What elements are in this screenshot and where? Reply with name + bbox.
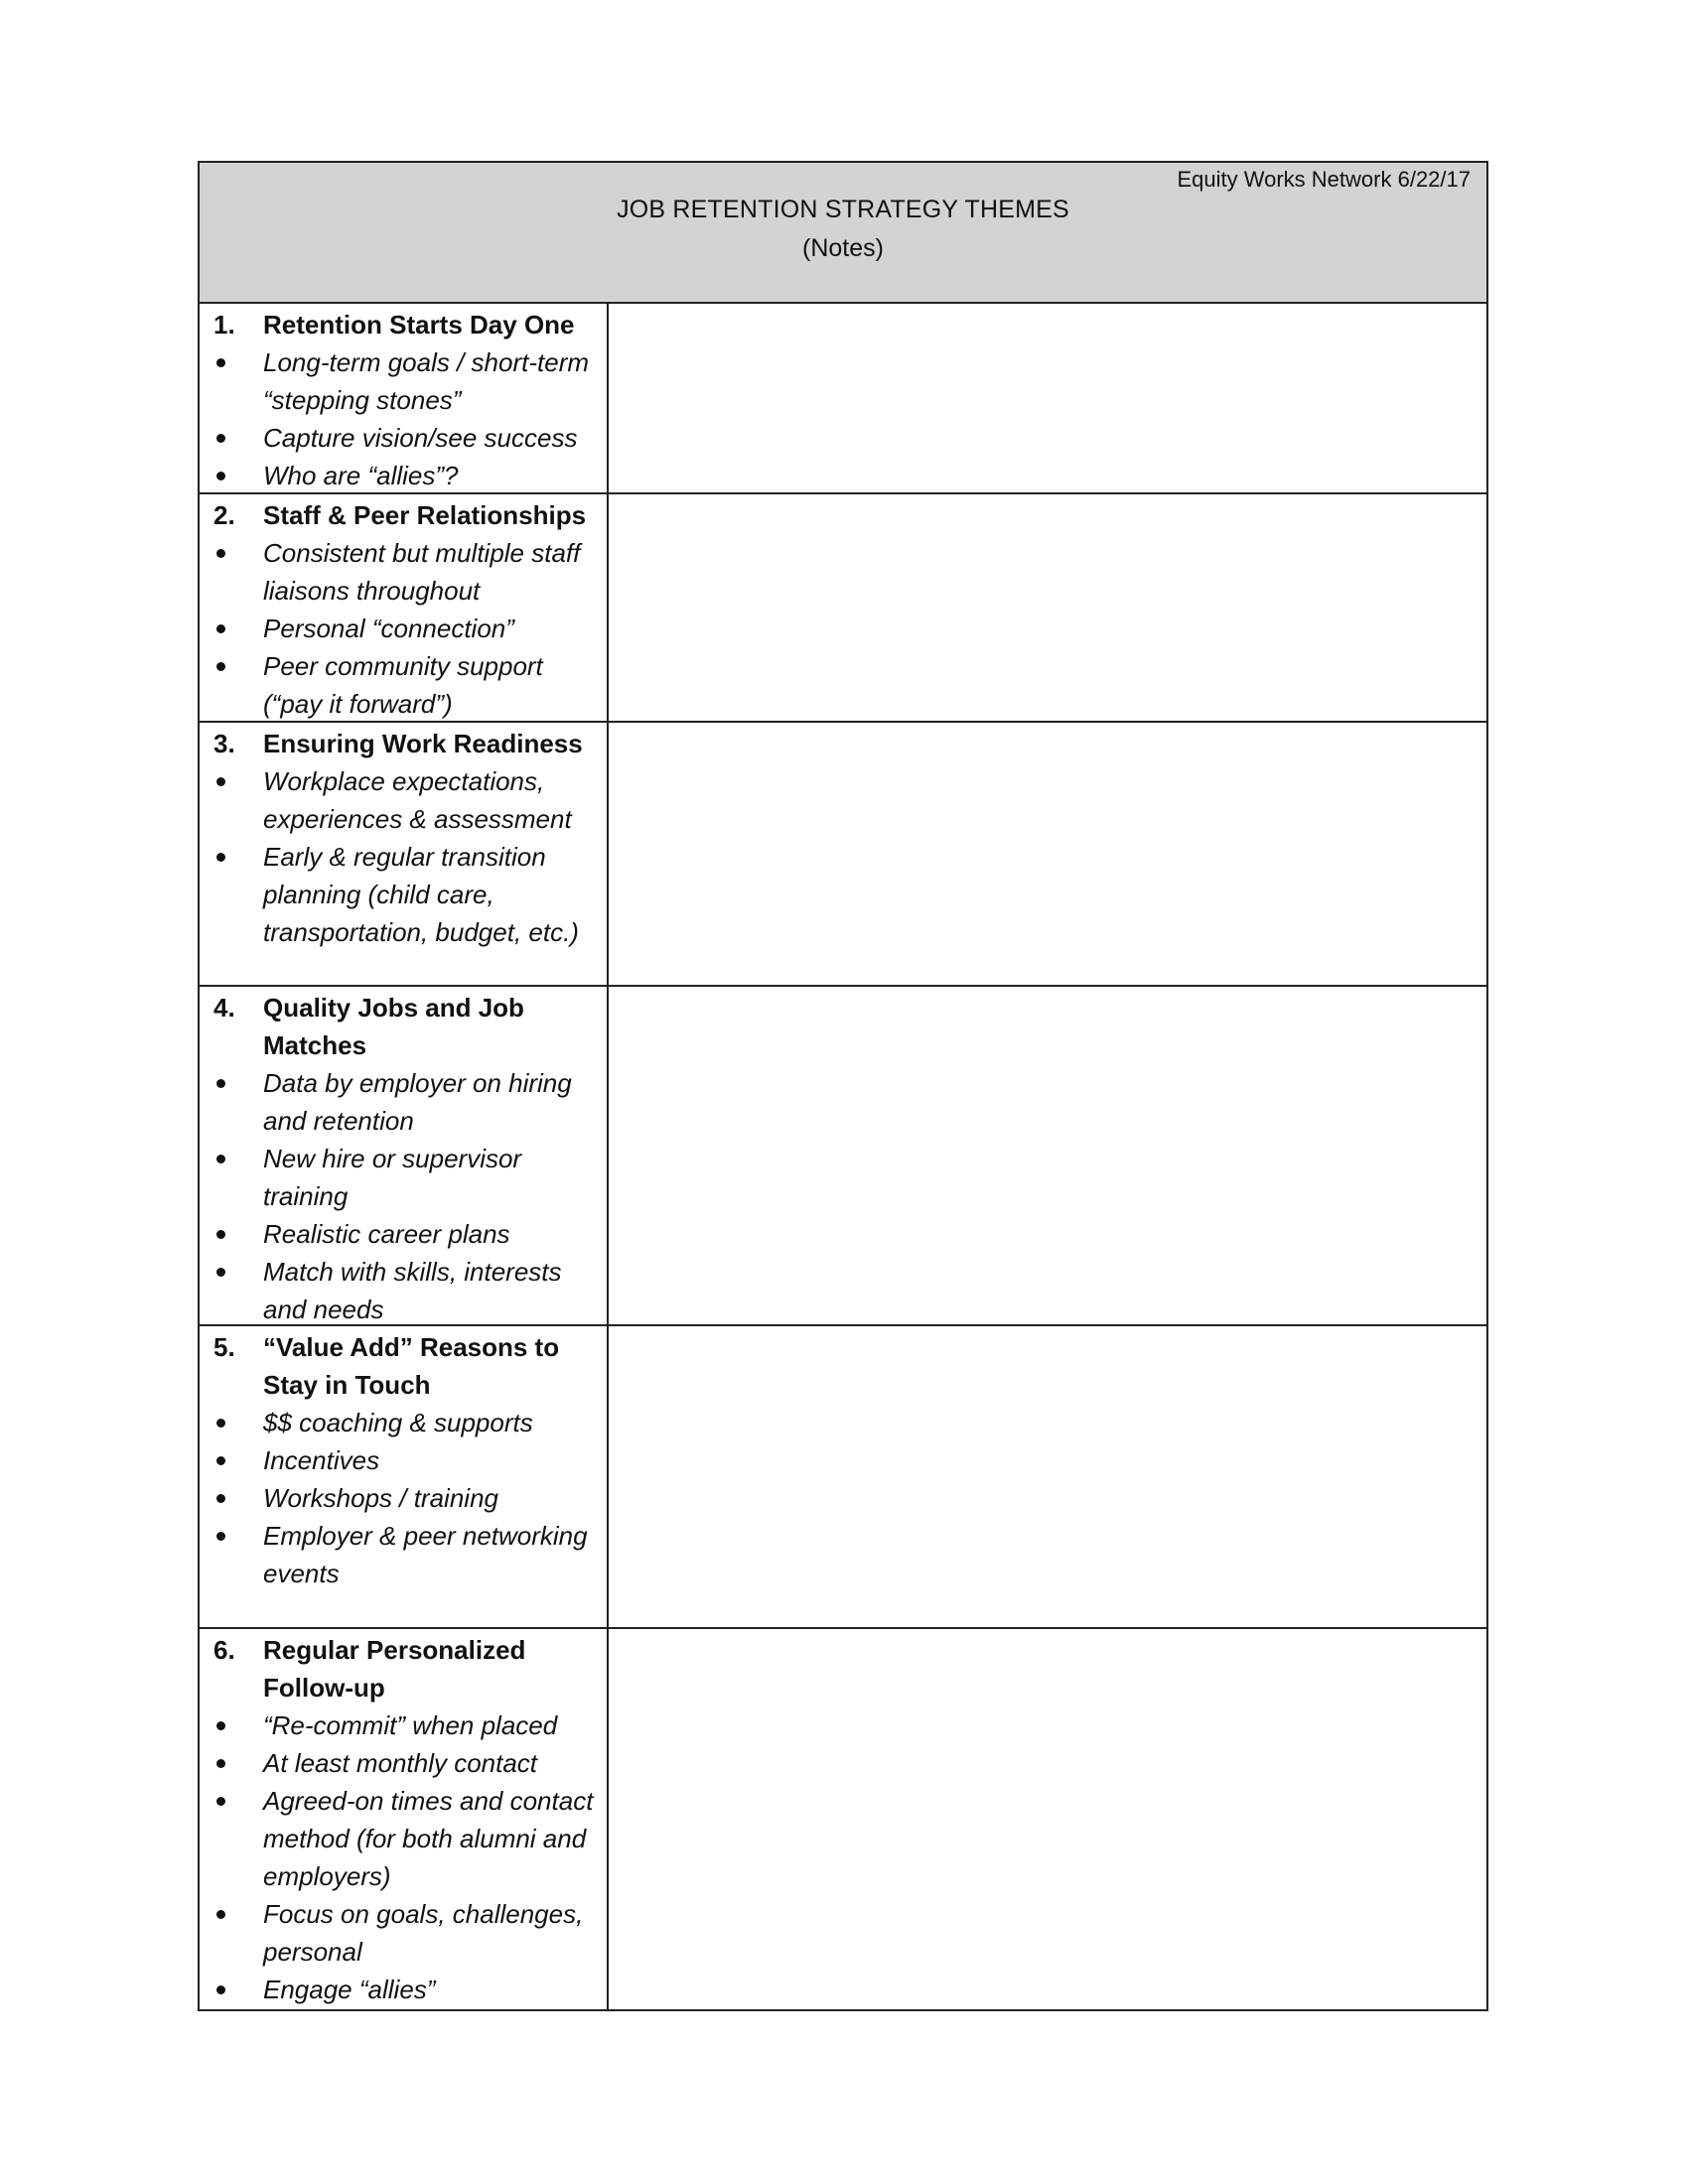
bullet-text: Engage “allies” bbox=[263, 1975, 436, 2004]
theme-title: Ensuring Work Readiness bbox=[263, 729, 583, 758]
bullet-text: Agreed-on times and contact method (for both alumni and employers) bbox=[263, 1786, 594, 1891]
bullet-icon bbox=[200, 457, 263, 494]
strategy-themes-table bbox=[198, 161, 1488, 2011]
bullet-icon bbox=[200, 762, 263, 838]
theme-cell bbox=[200, 494, 609, 721]
notes-cell[interactable] bbox=[609, 494, 1486, 721]
bullet-icon bbox=[200, 1782, 263, 1895]
bullet-icon bbox=[200, 1441, 263, 1479]
theme-heading bbox=[200, 725, 597, 762]
theme-title: Retention Starts Day One bbox=[263, 310, 575, 340]
list-item bbox=[200, 1253, 597, 1328]
bullet-text: Early & regular transition planning (child care, transportation, budget, etc.) bbox=[263, 842, 579, 947]
theme-row-2 bbox=[200, 494, 1486, 723]
notes-cell[interactable] bbox=[609, 987, 1486, 1324]
theme-number: 1. bbox=[213, 310, 235, 340]
notes-cell[interactable] bbox=[609, 723, 1486, 985]
theme-number: 3. bbox=[213, 729, 235, 758]
list-item bbox=[200, 1064, 597, 1140]
bullet-icon bbox=[200, 1744, 263, 1782]
bullet-icon bbox=[200, 1706, 263, 1744]
bullet-text: Workshops / training bbox=[263, 1483, 498, 1513]
theme-cell bbox=[200, 987, 609, 1324]
list-item bbox=[200, 1140, 597, 1215]
bullet-icon bbox=[200, 838, 263, 951]
bullet-icon bbox=[200, 1479, 263, 1517]
notes-cell[interactable] bbox=[609, 1629, 1486, 2009]
bullet-icon bbox=[200, 1215, 263, 1253]
theme-title: Staff & Peer Relationships bbox=[263, 500, 587, 530]
list-item bbox=[200, 1744, 597, 1782]
bullet-icon bbox=[200, 647, 263, 723]
page-title: JOB RETENTION STRATEGY THEMES bbox=[617, 196, 1069, 223]
list-item bbox=[200, 343, 597, 419]
theme-heading bbox=[200, 496, 597, 534]
list-item bbox=[200, 838, 597, 951]
theme-cell bbox=[200, 304, 609, 492]
theme-title: Regular Personalized Follow-up bbox=[263, 1635, 526, 1703]
bullet-text: Data by employer on hiring and retention bbox=[263, 1068, 572, 1136]
date-note: Equity Works Network 6/22/17 bbox=[1177, 167, 1471, 192]
list-item bbox=[200, 1479, 597, 1517]
page-subtitle: (Notes) bbox=[802, 234, 884, 262]
list-item bbox=[200, 1971, 597, 2008]
list-item bbox=[200, 1441, 597, 1479]
bullet-text: Incentives bbox=[263, 1445, 380, 1475]
bullet-text: New hire or supervisor training bbox=[263, 1144, 522, 1211]
theme-cell bbox=[200, 1629, 609, 2009]
theme-number: 4. bbox=[213, 993, 235, 1023]
theme-number: 2. bbox=[213, 500, 235, 530]
bullet-text: Capture vision/see success bbox=[263, 423, 578, 453]
theme-title: “Value Add” Reasons to Stay in Touch bbox=[263, 1332, 560, 1400]
bullet-icon bbox=[200, 419, 263, 457]
theme-row-6 bbox=[200, 1629, 1486, 2009]
theme-row-5 bbox=[200, 1326, 1486, 1629]
bullet-text: $$ coaching & supports bbox=[263, 1408, 533, 1437]
bullet-text: Consistent but multiple staff liaisons throughout bbox=[263, 538, 581, 606]
theme-heading bbox=[200, 989, 597, 1064]
theme-row-3 bbox=[200, 723, 1486, 987]
bullet-icon bbox=[200, 534, 263, 610]
list-item bbox=[200, 647, 597, 723]
list-item bbox=[200, 1404, 597, 1441]
bullet-text: Realistic career plans bbox=[263, 1219, 510, 1249]
list-item bbox=[200, 1517, 597, 1592]
bullet-text: “Re-commit” when placed bbox=[263, 1710, 558, 1740]
list-item bbox=[200, 534, 597, 610]
list-item bbox=[200, 762, 597, 838]
bullet-icon bbox=[200, 1140, 263, 1215]
bullet-icon bbox=[200, 1064, 263, 1140]
bullet-text: At least monthly contact bbox=[263, 1748, 538, 1778]
theme-heading bbox=[200, 1328, 597, 1404]
theme-number: 5. bbox=[213, 1332, 235, 1362]
list-item bbox=[200, 1215, 597, 1253]
list-item bbox=[200, 1782, 597, 1895]
theme-number: 6. bbox=[213, 1635, 235, 1665]
bullet-text: Employer & peer networking events bbox=[263, 1521, 588, 1588]
bullet-text: Peer community support (“pay it forward”) bbox=[263, 651, 543, 719]
bullet-text: Workplace expectations, experiences & assessment bbox=[263, 766, 572, 834]
bullet-text: Focus on goals, challenges, personal bbox=[263, 1899, 584, 1967]
theme-title: Quality Jobs and Job Matches bbox=[263, 993, 524, 1060]
notes-cell[interactable] bbox=[609, 1326, 1486, 1627]
list-item bbox=[200, 610, 597, 647]
bullet-icon bbox=[200, 1895, 263, 1971]
bullet-text: Who are “allies”? bbox=[263, 461, 459, 490]
list-item bbox=[200, 457, 597, 494]
theme-heading bbox=[200, 1631, 597, 1706]
list-item bbox=[200, 1706, 597, 1744]
theme-row-4 bbox=[200, 987, 1486, 1326]
bullet-icon bbox=[200, 343, 263, 419]
bullet-icon bbox=[200, 1404, 263, 1441]
theme-cell bbox=[200, 723, 609, 985]
bullet-icon bbox=[200, 1971, 263, 2008]
notes-cell[interactable] bbox=[609, 304, 1486, 492]
theme-cell bbox=[200, 1326, 609, 1627]
bullet-icon bbox=[200, 1253, 263, 1328]
theme-heading bbox=[200, 306, 597, 343]
table-header bbox=[200, 163, 1486, 304]
list-item bbox=[200, 419, 597, 457]
bullet-icon bbox=[200, 1517, 263, 1592]
list-item bbox=[200, 1895, 597, 1971]
bullet-text: Match with skills, interests and needs bbox=[263, 1257, 562, 1324]
bullet-icon bbox=[200, 610, 263, 647]
bullet-text: Personal “connection” bbox=[263, 614, 514, 643]
bullet-text: Long-term goals / short-term “stepping stones” bbox=[263, 347, 590, 415]
theme-row-1 bbox=[200, 304, 1486, 494]
